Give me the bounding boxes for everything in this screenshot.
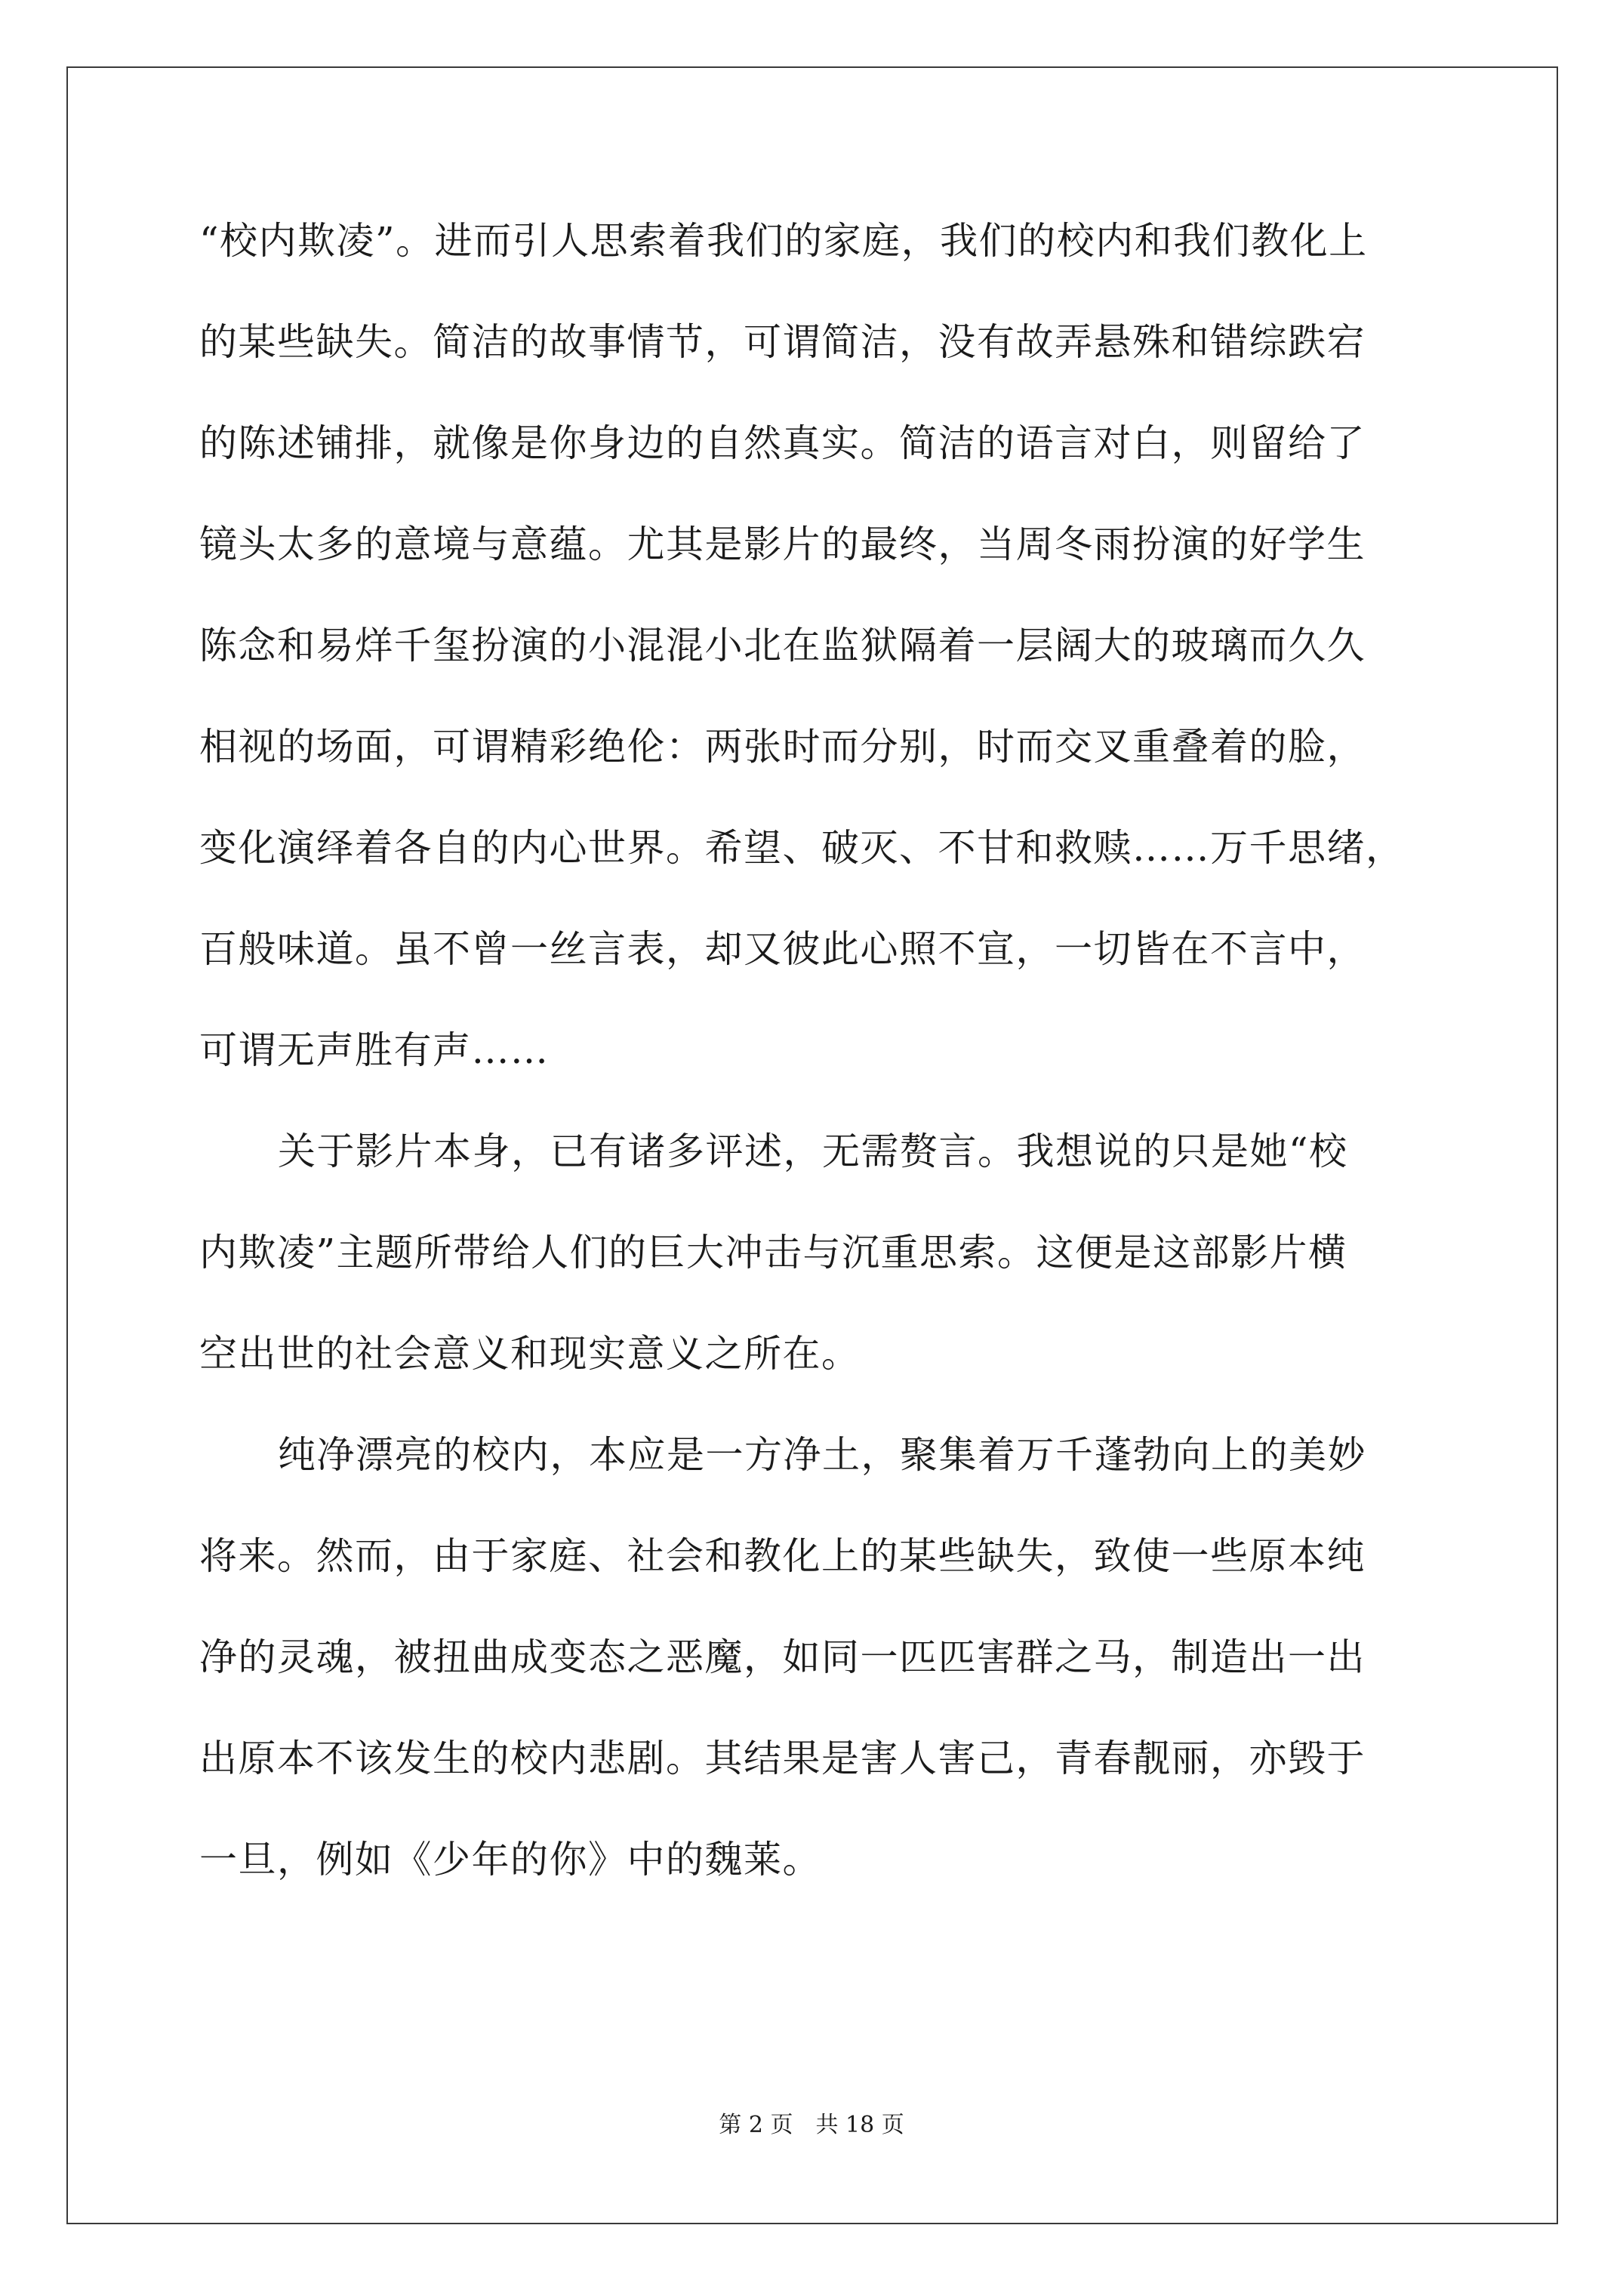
text-line: 净的灵魂，被扭曲成变态之恶魔，如同一匹匹害群之马，制造出一出 [199, 1635, 1366, 1679]
text-line: 百般味道。虽不曾一丝言表，却又彼此心照不宣，一切皆在不言中， [199, 927, 1366, 971]
text-line: 的某些缺失。简洁的故事情节，可谓简洁，没有故弄悬殊和错综跌宕 [199, 320, 1366, 364]
text-line: 纯净漂亮的校内，本应是一方净土，聚集着万千蓬勃向上的美妙 [278, 1433, 1366, 1477]
text-line: 关于影片本身，已有诸多评述，无需赘言。我想说的只是她“校 [278, 1130, 1348, 1173]
text-line: 的陈述铺排，就像是你身边的自然真实。简洁的语言对白，则留给了 [199, 421, 1366, 465]
text-line: 一旦，例如《少年的你》中的魏莱。 [199, 1838, 821, 1881]
text-line: 空出世的社会意义和现实意义之所在。 [199, 1332, 861, 1376]
text-line: 变化演绎着各自的内心世界。希望、破灭、不甘和救赎……万千思绪， [199, 826, 1405, 870]
text-line: 镜头太多的意境与意蕴。尤其是影片的最终，当周冬雨扮演的好学生 [199, 522, 1366, 566]
page-footer: 第 2 页 共 18 页 [719, 2112, 904, 2138]
text-line: 陈念和易烊千玺扮演的小混混小北在监狱隔着一层阔大的玻璃而久久 [199, 624, 1366, 667]
text-line: 出原本不该发生的校内悲剧。其结果是害人害己，青春靓丽，亦毁于 [199, 1737, 1366, 1780]
document-body [199, 214, 1467, 1934]
text-line: 可谓无声胜有声…… [199, 1028, 550, 1072]
text-line: “校内欺凌”。进而引人思索着我们的家庭，我们的校内和我们教化上 [199, 219, 1368, 263]
text-line: 内欺凌”主题所带给人们的巨大冲击与沉重思索。这便是这部影片横 [199, 1231, 1347, 1274]
text-line: 相视的场面，可谓精彩绝伦：两张时而分别，时而交叉重叠着的脸， [199, 725, 1366, 769]
text-line: 将来。然而，由于家庭、社会和教化上的某些缺失，致使一些原本纯 [199, 1534, 1366, 1578]
